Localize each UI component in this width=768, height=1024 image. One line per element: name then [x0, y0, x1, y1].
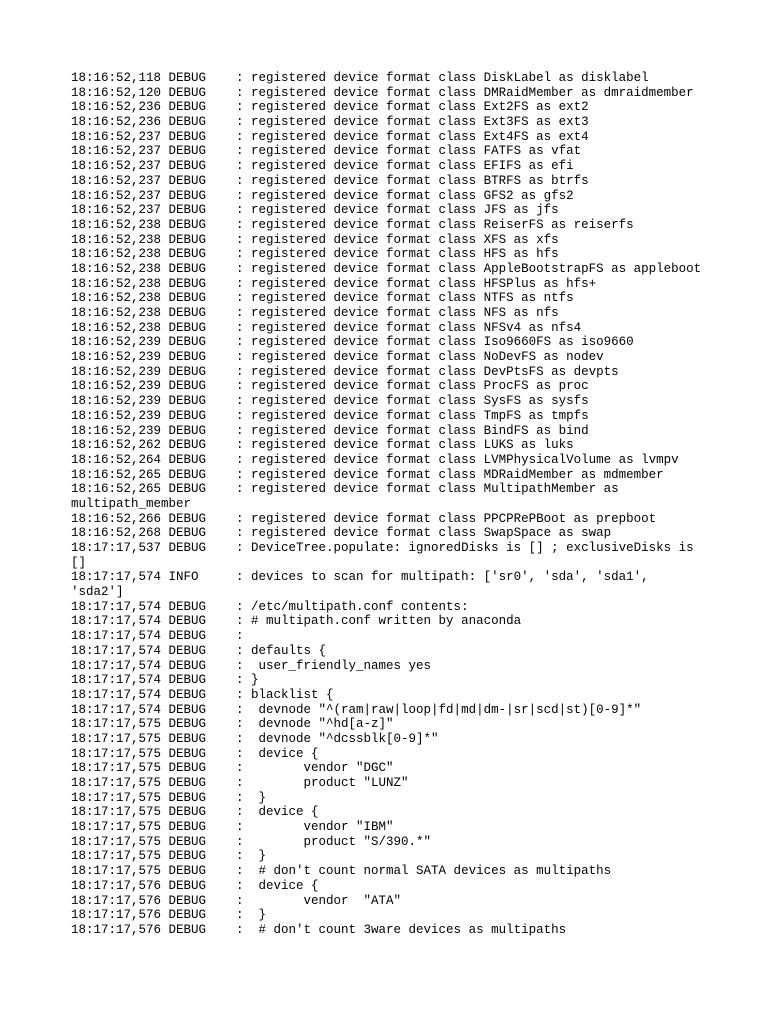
- log-document: [71, 71, 761, 938]
- log-line: 18:16:52,118 DEBUG : registered device format class DiskLabel as disklabel: [71, 71, 649, 85]
- log-line: 18:16:52,238 DEBUG : registered device format class HFSPlus as hfs+: [71, 276, 597, 291]
- log-line: 18:16:52,238 DEBUG : registered device format class AppleBootstrapFS as appleboot: [71, 261, 702, 276]
- log-line: 18:16:52,238 DEBUG : registered device format class ReiserFS as reiserfs: [71, 217, 634, 232]
- log-line: 18:17:17,537 DEBUG : DeviceTree.populate: ignoredDisks is [] ; exclusiveDisks is: [71, 541, 694, 555]
- log-line: []: [71, 555, 87, 570]
- log-line: 18:17:17,575 DEBUG : vendor "IBM": [71, 820, 394, 835]
- log-line: 18:17:17,575 DEBUG : }: [71, 790, 267, 805]
- log-line: 18:17:17,574 DEBUG : }: [71, 673, 259, 688]
- log-line: 18:16:52,238 DEBUG : registered device format class XFS as xfs: [71, 232, 559, 247]
- log-line: 18:17:17,575 DEBUG : product "S/390.*": [71, 834, 432, 849]
- log-line: 18:17:17,576 DEBUG : vendor "ATA": [71, 893, 402, 908]
- log-line: 18:16:52,265 DEBUG : registered device format class MultipathMember as: [71, 482, 619, 497]
- log-line: 18:16:52,239 DEBUG : registered device format class BindFS as bind: [71, 423, 589, 438]
- log-line: 18:16:52,238 DEBUG : registered device format class HFS as hfs: [71, 247, 559, 262]
- log-line: 18:16:52,237 DEBUG : registered device format class Ext4FS as ext4: [71, 129, 589, 144]
- log-line: 18:16:52,237 DEBUG : registered device format class FATFS as vfat: [71, 144, 582, 159]
- log-line: 18:17:17,575 DEBUG : devnode "^hd[a-z]": [71, 717, 394, 732]
- log-line: 18:17:17,576 DEBUG : # don't count 3ware devices as multipaths: [71, 922, 567, 937]
- log-line: 18:16:52,236 DEBUG : registered device format class Ext2FS as ext2: [71, 100, 589, 115]
- log-line: 18:16:52,239 DEBUG : registered device format class TmpFS as tmpfs: [71, 408, 589, 423]
- log-line: 18:16:52,237 DEBUG : registered device format class JFS as jfs: [71, 203, 559, 218]
- log-line: 18:16:52,265 DEBUG : registered device format class MDRaidMember as mdmember: [71, 467, 664, 482]
- log-line: 18:16:52,237 DEBUG : registered device format class BTRFS as btrfs: [71, 173, 589, 188]
- log-line: 18:17:17,576 DEBUG : }: [71, 908, 267, 923]
- log-line: 'sda2']: [71, 585, 124, 600]
- log-line: 18:17:17,575 DEBUG : }: [71, 849, 267, 864]
- log-line: 18:16:52,239 DEBUG : registered device format class Iso9660FS as iso9660: [71, 335, 634, 350]
- log-line: 18:16:52,238 DEBUG : registered device format class NFSv4 as nfs4: [71, 320, 582, 335]
- log-line: 18:17:17,575 DEBUG : device {: [71, 805, 319, 820]
- log-line: 18:16:52,238 DEBUG : registered device format class NTFS as ntfs: [71, 291, 574, 306]
- log-line: 18:16:52,239 DEBUG : registered device format class NoDevFS as nodev: [71, 350, 604, 365]
- log-line: 18:16:52,237 DEBUG : registered device format class EFIFS as efi: [71, 159, 574, 174]
- log-line: 18:17:17,575 DEBUG : product "LUNZ": [71, 776, 409, 790]
- log-line: 18:17:17,574 DEBUG :: [71, 629, 244, 644]
- log-line: 18:17:17,574 DEBUG : devnode "^(ram|raw|loop|fd|md|dm-|sr|scd|st)[0-9]*": [71, 702, 642, 717]
- log-line: 18:17:17,574 DEBUG : # multipath.conf written by anaconda: [71, 614, 522, 629]
- log-line: 18:16:52,268 DEBUG : registered device format class SwapSpace as swap: [71, 526, 612, 541]
- log-line: 18:17:17,574 DEBUG : /etc/multipath.conf contents:: [71, 599, 469, 614]
- log-line: 18:16:52,120 DEBUG : registered device format class DMRaidMember as dmraidmember: [71, 85, 694, 100]
- log-line: 18:16:52,238 DEBUG : registered device format class NFS as nfs: [71, 306, 559, 320]
- log-line: 18:16:52,264 DEBUG : registered device format class LVMPhysicalVolume as lvmpv: [71, 452, 679, 467]
- log-line: 18:17:17,575 DEBUG : # don't count normal SATA devices as multipaths: [71, 864, 612, 879]
- log-line: 18:17:17,574 DEBUG : user_friendly_names yes: [71, 658, 432, 673]
- log-line: 18:17:17,576 DEBUG : device {: [71, 878, 319, 893]
- log-line: 18:16:52,237 DEBUG : registered device format class GFS2 as gfs2: [71, 188, 574, 203]
- log-line: 18:17:17,574 DEBUG : blacklist {: [71, 687, 334, 702]
- log-line: 18:16:52,239 DEBUG : registered device format class DevPtsFS as devpts: [71, 364, 619, 379]
- log-line: 18:17:17,575 DEBUG : vendor "DGC": [71, 761, 394, 776]
- log-line: 18:16:52,236 DEBUG : registered device format class Ext3FS as ext3: [71, 115, 589, 130]
- log-line: multipath_member: [71, 496, 192, 511]
- log-line: 18:16:52,239 DEBUG : registered device format class ProcFS as proc: [71, 379, 589, 394]
- log-line: 18:16:52,266 DEBUG : registered device format class PPCPRePBoot as prepboot: [71, 511, 657, 526]
- log-line: 18:17:17,575 DEBUG : devnode "^dcssblk[0-9]*": [71, 731, 439, 746]
- log-line: 18:16:52,262 DEBUG : registered device format class LUKS as luks: [71, 438, 574, 453]
- log-line: 18:17:17,574 DEBUG : defaults {: [71, 643, 327, 658]
- log-line: 18:17:17,574 INFO : devices to scan for multipath: ['sr0', 'sda', 'sda1',: [71, 570, 649, 585]
- log-line: 18:16:52,239 DEBUG : registered device format class SysFS as sysfs: [71, 394, 589, 409]
- log-line: 18:17:17,575 DEBUG : device {: [71, 746, 319, 761]
